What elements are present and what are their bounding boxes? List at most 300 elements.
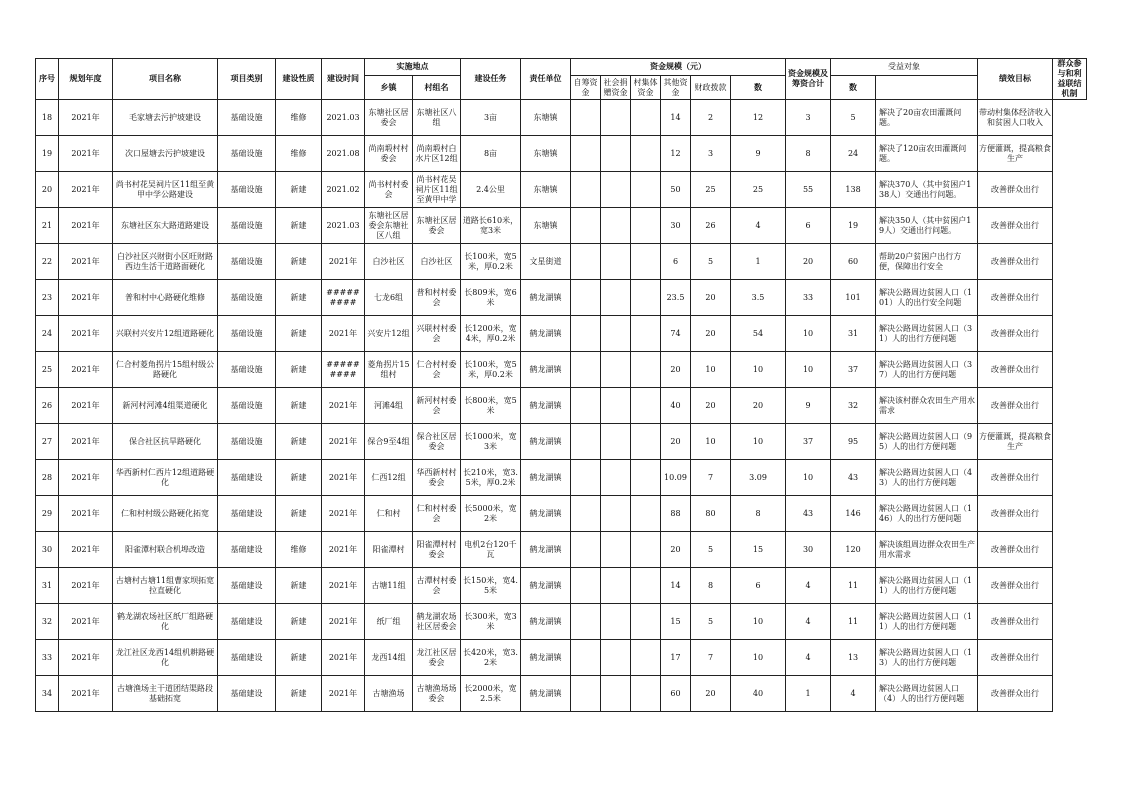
cell-fiscal: 7 (691, 460, 731, 496)
cell-a: 33 (786, 280, 831, 316)
cell-b: 24 (831, 136, 876, 172)
cell-vfund (631, 244, 661, 280)
col-village-funds: 村集体资金 (631, 76, 661, 100)
cell-nature: 新建 (276, 388, 322, 424)
cell-self (571, 604, 601, 640)
cell-total: 1 (731, 244, 786, 280)
cell-b: 95 (831, 424, 876, 460)
cell-social (601, 352, 631, 388)
cell-a: 10 (786, 460, 831, 496)
cell-mech: 改善群众出行 (978, 208, 1053, 244)
cell-time: 2021年 (322, 676, 365, 712)
cell-time: 2021年 (322, 532, 365, 568)
cell-goal: 解决公路周边贫困人口（37）人的出行方便问题 (876, 352, 978, 388)
cell-town: 兴安片12组 (365, 316, 413, 352)
cell-seq: 25 (36, 352, 59, 388)
cell-vfund (631, 532, 661, 568)
cell-vfund (631, 388, 661, 424)
cell-village: 东塘社区八组 (413, 100, 461, 136)
cell-other: 40 (661, 388, 691, 424)
cell-vfund (631, 208, 661, 244)
cell-vfund (631, 280, 661, 316)
cell-other: 15 (661, 604, 691, 640)
cell-social (601, 496, 631, 532)
cell-task: 2.4公里 (461, 172, 521, 208)
cell-year: 2021年 (59, 172, 113, 208)
cell-vfund (631, 640, 661, 676)
col-other-funds: 其他资金 (661, 76, 691, 100)
cell-vfund (631, 460, 661, 496)
cell-category: 基础建设 (218, 640, 276, 676)
cell-category: 基础建设 (218, 532, 276, 568)
col-fiscal: 财政拨款 (691, 76, 731, 100)
cell-self (571, 352, 601, 388)
cell-name: 东塘社区东大路道路建设 (113, 208, 218, 244)
col-location: 实施地点 (365, 59, 461, 76)
cell-mech: 带动村集体经济收入和贫困人口收入 (978, 100, 1053, 136)
cell-task: 8亩 (461, 136, 521, 172)
cell-year: 2021年 (59, 676, 113, 712)
cell-town: 仁和村 (365, 496, 413, 532)
cell-self (571, 316, 601, 352)
cell-mech: 改善群众出行 (978, 604, 1053, 640)
cell-seq: 28 (36, 460, 59, 496)
cell-social (601, 172, 631, 208)
cell-category: 基础设施 (218, 208, 276, 244)
cell-other: 20 (661, 352, 691, 388)
cell-goal: 解决公路周边贫困人口（13）人的出行方便问题 (876, 640, 978, 676)
cell-unit: 鹤龙湖镇 (521, 388, 571, 424)
cell-a: 3 (786, 100, 831, 136)
cell-time: 2021年 (322, 604, 365, 640)
cell-fiscal: 80 (691, 496, 731, 532)
cell-social (601, 316, 631, 352)
cell-fiscal: 20 (691, 316, 731, 352)
cell-name: 古塘村古塘11组曹家坝拓宽拉直硬化 (113, 568, 218, 604)
cell-self (571, 136, 601, 172)
cell-unit: 鹤龙湖镇 (521, 424, 571, 460)
cell-seq: 34 (36, 676, 59, 712)
cell-social (601, 532, 631, 568)
cell-mech: 改善群众出行 (978, 316, 1053, 352)
cell-other: 14 (661, 568, 691, 604)
cell-name: 古塘渔场主干道团结渠路段基础拓宽 (113, 676, 218, 712)
cell-self (571, 460, 601, 496)
cell-town: 古塘11组 (365, 568, 413, 604)
cell-other: 6 (661, 244, 691, 280)
cell-self (571, 424, 601, 460)
cell-self (571, 100, 601, 136)
cell-category: 基础建设 (218, 604, 276, 640)
cell-year: 2021年 (59, 100, 113, 136)
cell-task: 长420米，宽3.2米 (461, 640, 521, 676)
cell-other: 20 (661, 424, 691, 460)
table-row (36, 100, 1087, 136)
cell-year: 2021年 (59, 244, 113, 280)
cell-fiscal: 20 (691, 676, 731, 712)
cell-total: 8 (731, 496, 786, 532)
cell-b: 146 (831, 496, 876, 532)
cell-seq: 26 (36, 388, 59, 424)
cell-name: 尚书村花吴祠片区11组至黄甲中学公路建设 (113, 172, 218, 208)
table-row (36, 640, 1087, 676)
cell-unit: 鹤龙湖镇 (521, 496, 571, 532)
col-goal: 绩效目标 (978, 59, 1053, 100)
cell-unit: 鹤龙湖镇 (521, 604, 571, 640)
cell-name: 兴联村兴安片12组道路硬化 (113, 316, 218, 352)
cell-village: 保合社区居委会 (413, 424, 461, 460)
cell-category: 基础设施 (218, 172, 276, 208)
cell-name: 次口屋塘去污护坡建设 (113, 136, 218, 172)
cell-seq: 20 (36, 172, 59, 208)
cell-total: 3.09 (731, 460, 786, 496)
cell-mech: 方便灌溉，提高粮食生产 (978, 136, 1053, 172)
cell-town: 阳雀潭村 (365, 532, 413, 568)
cell-seq: 32 (36, 604, 59, 640)
cell-self (571, 280, 601, 316)
table-row (36, 172, 1087, 208)
cell-a: 9 (786, 388, 831, 424)
table-row (36, 496, 1087, 532)
cell-village: 兴联村村委会 (413, 316, 461, 352)
cell-goal: 解决该组周边群众农田生产用水需求 (876, 532, 978, 568)
cell-fiscal: 10 (691, 352, 731, 388)
cell-town: 纸厂组 (365, 604, 413, 640)
cell-seq: 33 (36, 640, 59, 676)
cell-mech: 改善群众出行 (978, 676, 1053, 712)
cell-category: 基础设施 (218, 136, 276, 172)
cell-self (571, 388, 601, 424)
col-unit: 责任单位 (521, 59, 571, 100)
cell-nature: 新建 (276, 496, 322, 532)
cell-task: 长300米，宽3米 (461, 604, 521, 640)
cell-self (571, 532, 601, 568)
cell-category: 基础建设 (218, 568, 276, 604)
cell-self (571, 640, 601, 676)
cell-a: 10 (786, 316, 831, 352)
col-nature: 建设性质 (276, 59, 322, 100)
cell-village: 普和村村委会 (413, 280, 461, 316)
cell-other: 17 (661, 640, 691, 676)
cell-a: 8 (786, 136, 831, 172)
cell-unit: 鹤龙湖镇 (521, 352, 571, 388)
cell-self (571, 208, 601, 244)
cell-fiscal: 25 (691, 172, 731, 208)
cell-nature: 新建 (276, 640, 322, 676)
cell-unit: 鹤龙湖镇 (521, 676, 571, 712)
cell-village: 龙江社区居委会 (413, 640, 461, 676)
cell-nature: 新建 (276, 460, 322, 496)
cell-year: 2021年 (59, 280, 113, 316)
cell-village: 新河村村委会 (413, 388, 461, 424)
cell-category: 基础建设 (218, 676, 276, 712)
cell-task: 长800米，宽5米 (461, 388, 521, 424)
cell-social (601, 424, 631, 460)
cell-unit: 鹤龙湖镇 (521, 640, 571, 676)
cell-year: 2021年 (59, 352, 113, 388)
cell-mech: 改善群众出行 (978, 388, 1053, 424)
cell-fiscal: 8 (691, 568, 731, 604)
cell-goal: 解决350人（其中贫困户19人）交通出行问题。 (876, 208, 978, 244)
col-task: 建设任务 (461, 59, 521, 100)
cell-nature: 新建 (276, 424, 322, 460)
table-row (36, 208, 1087, 244)
cell-vfund (631, 352, 661, 388)
cell-goal: 解决公路周边贫困人口（31）人的出行方便问题 (876, 316, 978, 352)
col-beneficiaries: 受益对象 (831, 59, 978, 76)
cell-b: 101 (831, 280, 876, 316)
table-row (36, 352, 1087, 388)
cell-nature: 维修 (276, 100, 322, 136)
cell-village: 鹤龙湖农场社区居委会 (413, 604, 461, 640)
cell-year: 2021年 (59, 640, 113, 676)
cell-unit: 鹤龙湖镇 (521, 532, 571, 568)
cell-total: 9 (731, 136, 786, 172)
cell-unit: 文星街道 (521, 244, 571, 280)
cell-time: 2021年 (322, 244, 365, 280)
cell-town: 七龙6组 (365, 280, 413, 316)
cell-social (601, 640, 631, 676)
cell-year: 2021年 (59, 136, 113, 172)
cell-name: 新河村河滩4组渠道硬化 (113, 388, 218, 424)
cell-b: 32 (831, 388, 876, 424)
cell-vfund (631, 100, 661, 136)
cell-a: 37 (786, 424, 831, 460)
col-mechanism: 群众参与和利益联结机制 (1053, 59, 1087, 100)
cell-self (571, 496, 601, 532)
cell-total: 15 (731, 532, 786, 568)
cell-b: 4 (831, 676, 876, 712)
cell-seq: 22 (36, 244, 59, 280)
cell-mech: 改善群众出行 (978, 568, 1053, 604)
cell-nature: 新建 (276, 568, 322, 604)
cell-total: 40 (731, 676, 786, 712)
cell-time: ######### (322, 280, 365, 316)
cell-total: 10 (731, 424, 786, 460)
cell-unit: 鹤龙湖镇 (521, 280, 571, 316)
cell-a: 55 (786, 172, 831, 208)
cell-other: 20 (661, 532, 691, 568)
cell-goal: 解决该村群众农田生产用水需求 (876, 388, 978, 424)
col-funds: 资金规模（元） (571, 59, 786, 76)
cell-name: 仁合村菱角拐片15组村级公路硬化 (113, 352, 218, 388)
cell-task: 长100米，宽5米，厚0.2米 (461, 352, 521, 388)
cell-name: 阳雀潭村联合机埠改造 (113, 532, 218, 568)
cell-vfund (631, 676, 661, 712)
cell-total: 54 (731, 316, 786, 352)
cell-total: 10 (731, 640, 786, 676)
cell-b: 31 (831, 316, 876, 352)
cell-seq: 31 (36, 568, 59, 604)
cell-mech: 改善群众出行 (978, 460, 1053, 496)
cell-category: 基础建设 (218, 460, 276, 496)
cell-mech: 改善群众出行 (978, 352, 1053, 388)
cell-village: 华西新村村委会 (413, 460, 461, 496)
cell-goal: 解决了120亩农田灌溉问题。 (876, 136, 978, 172)
cell-a: 4 (786, 640, 831, 676)
cell-name: 毛家塘去污护坡建设 (113, 100, 218, 136)
cell-b: 43 (831, 460, 876, 496)
cell-task: 长100米，宽5米，厚0.2米 (461, 244, 521, 280)
cell-time: 2021年 (322, 496, 365, 532)
cell-village: 阳雀潭村村委会 (413, 532, 461, 568)
cell-task: 电机2台120千瓦 (461, 532, 521, 568)
cell-year: 2021年 (59, 532, 113, 568)
cell-self (571, 568, 601, 604)
cell-other: 14 (661, 100, 691, 136)
cell-mech: 改善群众出行 (978, 172, 1053, 208)
cell-task: 长1200米，宽4米，厚0.2米 (461, 316, 521, 352)
cell-b: 5 (831, 100, 876, 136)
cell-village: 仁合村村委会 (413, 352, 461, 388)
cell-social (601, 100, 631, 136)
cell-other: 30 (661, 208, 691, 244)
cell-total: 25 (731, 172, 786, 208)
cell-fiscal: 3 (691, 136, 731, 172)
col-village: 村组名 (413, 76, 461, 100)
cell-category: 基础设施 (218, 100, 276, 136)
cell-other: 50 (661, 172, 691, 208)
cell-b: 138 (831, 172, 876, 208)
project-table (35, 58, 1087, 712)
cell-town: 菱角拐片15组村 (365, 352, 413, 388)
cell-mech: 改善群众出行 (978, 244, 1053, 280)
cell-village: 白沙社区 (413, 244, 461, 280)
table-row (36, 568, 1087, 604)
col-time: 建设时间 (322, 59, 365, 100)
cell-goal: 解决公路周边贫困人口（146）人的出行方便问题 (876, 496, 978, 532)
cell-social (601, 244, 631, 280)
project-table-container (35, 58, 1087, 712)
cell-seq: 21 (36, 208, 59, 244)
cell-task: 长150米，宽4.5米 (461, 568, 521, 604)
cell-social (601, 280, 631, 316)
cell-name: 龙江社区龙西14组机耕路硬化 (113, 640, 218, 676)
cell-unit: 东塘镇 (521, 208, 571, 244)
cell-goal: 解决公路周边贫困人口（101）人的出行安全问题 (876, 280, 978, 316)
cell-town: 古塘渔场 (365, 676, 413, 712)
cell-unit: 鹤龙湖镇 (521, 316, 571, 352)
cell-vfund (631, 316, 661, 352)
cell-self (571, 172, 601, 208)
cell-year: 2021年 (59, 424, 113, 460)
cell-mech: 改善群众出行 (978, 496, 1053, 532)
cell-total: 4 (731, 208, 786, 244)
cell-task: 长2000米，宽2.5米 (461, 676, 521, 712)
cell-goal: 解决公路周边贫困人口（43）人的出行方便问题 (876, 460, 978, 496)
cell-category: 基础设施 (218, 316, 276, 352)
cell-goal: 解决公路周边贫困人口（4）人的出行方便问题 (876, 676, 978, 712)
cell-category: 基础设施 (218, 424, 276, 460)
cell-a: 6 (786, 208, 831, 244)
cell-total: 20 (731, 388, 786, 424)
cell-fiscal: 20 (691, 388, 731, 424)
cell-mech: 改善群众出行 (978, 280, 1053, 316)
cell-vfund (631, 172, 661, 208)
cell-year: 2021年 (59, 208, 113, 244)
cell-vfund (631, 496, 661, 532)
cell-village: 仁和村村委会 (413, 496, 461, 532)
cell-social (601, 460, 631, 496)
cell-total: 10 (731, 604, 786, 640)
cell-fiscal: 20 (691, 280, 731, 316)
col-social-funds: 社会捐赠资金 (601, 76, 631, 100)
cell-nature: 新建 (276, 244, 322, 280)
cell-nature: 新建 (276, 208, 322, 244)
cell-year: 2021年 (59, 316, 113, 352)
cell-vfund (631, 136, 661, 172)
cell-b: 37 (831, 352, 876, 388)
table-row (36, 316, 1087, 352)
cell-other: 88 (661, 496, 691, 532)
col-self-funds: 自筹资金 (571, 76, 601, 100)
cell-mech: 改善群众出行 (978, 532, 1053, 568)
cell-vfund (631, 604, 661, 640)
col-seq: 序号 (36, 59, 59, 100)
cell-a: 10 (786, 352, 831, 388)
cell-nature: 维修 (276, 532, 322, 568)
cell-year: 2021年 (59, 604, 113, 640)
cell-b: 120 (831, 532, 876, 568)
cell-a: 30 (786, 532, 831, 568)
cell-time: 2021.03 (322, 100, 365, 136)
cell-village: 尚南塅村白水片区12组 (413, 136, 461, 172)
cell-town: 保合9至4组 (365, 424, 413, 460)
cell-other: 74 (661, 316, 691, 352)
cell-village: 古潭村村委会 (413, 568, 461, 604)
cell-a: 43 (786, 496, 831, 532)
cell-seq: 30 (36, 532, 59, 568)
cell-other: 23.5 (661, 280, 691, 316)
table-row (36, 460, 1087, 496)
col-total: 资金规模及筹资合计 (786, 59, 831, 100)
cell-nature: 新建 (276, 316, 322, 352)
cell-town: 尚书村村委会 (365, 172, 413, 208)
cell-other: 60 (661, 676, 691, 712)
table-row (36, 532, 1087, 568)
cell-task: 长210米，宽3.5米，厚0.2米 (461, 460, 521, 496)
cell-name: 普和村中心路硬化维修 (113, 280, 218, 316)
cell-self (571, 676, 601, 712)
cell-time: 2021.02 (322, 172, 365, 208)
cell-a: 4 (786, 604, 831, 640)
cell-name: 仁和村村级公路硬化拓宽 (113, 496, 218, 532)
col-count-a: 数 (731, 76, 786, 100)
cell-fiscal: 5 (691, 244, 731, 280)
cell-fiscal: 5 (691, 604, 731, 640)
cell-task: 长1000米，宽3米 (461, 424, 521, 460)
cell-task: 长5000米，宽2米 (461, 496, 521, 532)
table-row (36, 136, 1087, 172)
cell-category: 基础设施 (218, 280, 276, 316)
cell-mech: 改善群众出行 (978, 640, 1053, 676)
cell-unit: 鹤龙湖镇 (521, 568, 571, 604)
cell-nature: 维修 (276, 136, 322, 172)
cell-year: 2021年 (59, 460, 113, 496)
cell-goal: 解决公路周边贫困人口（11）人的出行方便问题 (876, 604, 978, 640)
cell-seq: 24 (36, 316, 59, 352)
cell-name: 保合社区抗旱路硬化 (113, 424, 218, 460)
header-row-top (36, 59, 1087, 76)
cell-town: 白沙社区 (365, 244, 413, 280)
cell-town: 东塘社区居委会 (365, 100, 413, 136)
cell-fiscal: 10 (691, 424, 731, 460)
cell-social (601, 604, 631, 640)
cell-town: 仁西12组 (365, 460, 413, 496)
cell-nature: 新建 (276, 172, 322, 208)
cell-fiscal: 7 (691, 640, 731, 676)
col-town: 乡镇 (365, 76, 413, 100)
